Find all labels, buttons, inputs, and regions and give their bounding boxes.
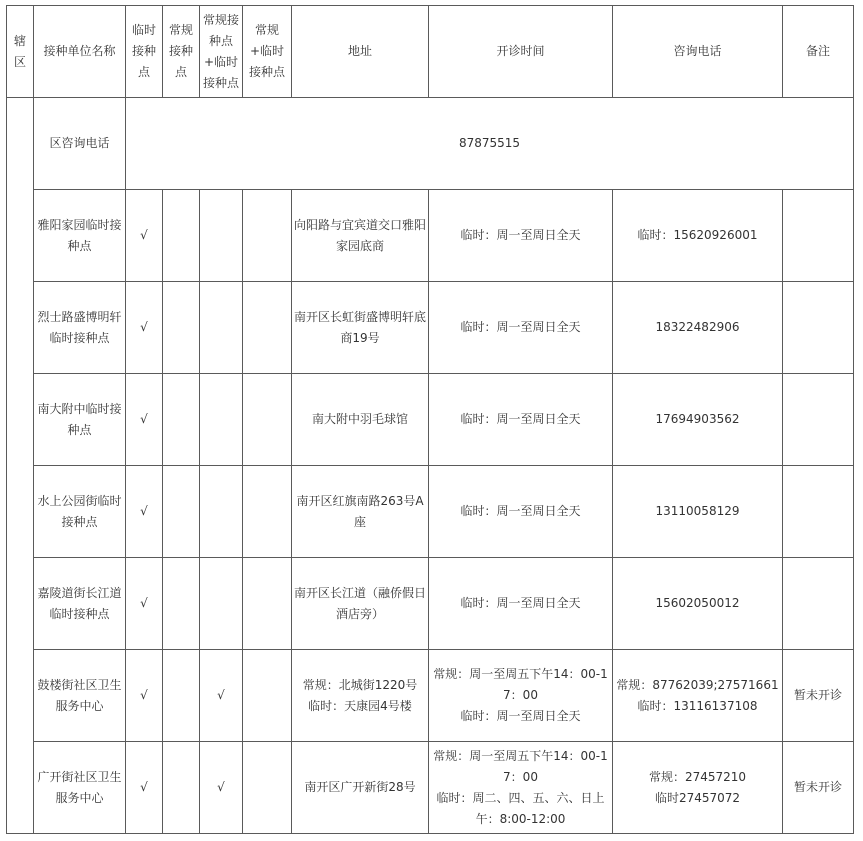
header-regular-plus-temp: 常规接种点+临时接种点 <box>200 6 243 98</box>
table-row <box>7 466 854 558</box>
address: 南大附中羽毛球馆 <box>292 374 429 466</box>
regular-check <box>163 374 200 466</box>
temp-check: √ <box>126 190 163 282</box>
table-row <box>7 282 854 374</box>
header-temp-site: 临时接种点 <box>126 6 163 98</box>
hours-line: 常规：周一至周五下午14：00-17：00 <box>433 667 608 702</box>
district-phone-label: 区咨询电话 <box>34 98 126 190</box>
note: 暂未开诊 <box>783 742 854 834</box>
regular-plus-temp-check <box>200 282 243 374</box>
regular-plus-temp-2-check <box>243 190 292 282</box>
note: 暂未开诊 <box>783 650 854 742</box>
temp-check: √ <box>126 650 163 742</box>
header-hours: 开诊时间 <box>429 6 613 98</box>
table-row <box>7 650 854 742</box>
address: 南开区长江道（融侨假日酒店旁） <box>292 558 429 650</box>
temp-check: √ <box>126 742 163 834</box>
hours <box>429 558 613 650</box>
hours <box>429 742 613 834</box>
unit-name: 南大附中临时接种点 <box>34 374 126 466</box>
address: 南开区广开新街28号 <box>292 742 429 834</box>
temp-check: √ <box>126 466 163 558</box>
phone-line: 临时：13116137108 <box>637 698 758 713</box>
phone <box>613 466 783 558</box>
note <box>783 558 854 650</box>
header-note: 备注 <box>783 6 854 98</box>
unit-name: 鼓楼街社区卫生服务中心 <box>34 650 126 742</box>
hours-line: 临时：周一至周日全天 <box>460 596 581 610</box>
table-row <box>7 742 854 834</box>
district-cell <box>7 98 34 834</box>
hours <box>429 650 613 742</box>
unit-name: 水上公园街临时接种点 <box>34 466 126 558</box>
regular-check <box>163 742 200 834</box>
header-district: 辖区 <box>7 6 34 98</box>
table-row <box>7 374 854 466</box>
regular-check <box>163 650 200 742</box>
header-address: 地址 <box>292 6 429 98</box>
regular-plus-temp-2-check <box>243 466 292 558</box>
note <box>783 374 854 466</box>
hours <box>429 190 613 282</box>
hours-line: 临时：周二、四、五、六、日上午：8:00-12:00 <box>436 790 605 826</box>
regular-plus-temp-check: √ <box>200 650 243 742</box>
phone-line: 常规：27457210 <box>648 769 747 784</box>
vaccination-sites-table <box>6 5 854 834</box>
district-phone-row <box>7 98 854 190</box>
phone-line: 17694903562 <box>655 412 740 426</box>
header-regular-plus-temp-2: 常规+临时接种点 <box>243 6 292 98</box>
regular-check <box>163 466 200 558</box>
phone <box>613 374 783 466</box>
phone-line: 常规：87762039;27571661 <box>616 677 779 692</box>
hours-line: 临时：周一至周日全天 <box>460 412 581 426</box>
address-line: 常规：北城街1220号 <box>302 677 418 692</box>
regular-plus-temp-2-check <box>243 374 292 466</box>
unit-name: 嘉陵道街长江道临时接种点 <box>34 558 126 650</box>
regular-plus-temp-check: √ <box>200 742 243 834</box>
regular-check <box>163 558 200 650</box>
unit-name: 雅阳家园临时接种点 <box>34 190 126 282</box>
address: 南开区红旗南路263号A座 <box>292 466 429 558</box>
phone <box>613 742 783 834</box>
header-row <box>7 6 854 98</box>
regular-plus-temp-check <box>200 190 243 282</box>
unit-name: 烈士路盛博明轩临时接种点 <box>34 282 126 374</box>
table-row <box>7 558 854 650</box>
district-phone-value: 87875515 <box>126 98 854 190</box>
phone-line: 15602050012 <box>655 596 740 610</box>
hours-line: 临时：周一至周日全天 <box>460 320 581 334</box>
temp-check: √ <box>126 374 163 466</box>
table-row <box>7 190 854 282</box>
temp-check: √ <box>126 558 163 650</box>
note <box>783 466 854 558</box>
address: 南开区长虹街盛博明轩底商19号 <box>292 282 429 374</box>
note <box>783 282 854 374</box>
unit-name: 广开街社区卫生服务中心 <box>34 742 126 834</box>
regular-check <box>163 190 200 282</box>
hours-line: 临时：周一至周日全天 <box>460 504 581 518</box>
regular-plus-temp-2-check <box>243 742 292 834</box>
regular-plus-temp-check <box>200 374 243 466</box>
phone <box>613 282 783 374</box>
address-line: 临时：天康园4号楼 <box>308 698 412 713</box>
temp-check: √ <box>126 282 163 374</box>
regular-plus-temp-2-check <box>243 650 292 742</box>
regular-plus-temp-2-check <box>243 558 292 650</box>
hours-line: 常规：周一至周五下午14：00-17：00 <box>433 748 608 784</box>
regular-check <box>163 282 200 374</box>
phone-line: 18322482906 <box>655 320 740 334</box>
address: 向阳路与宜宾道交口雅阳家园底商 <box>292 190 429 282</box>
note <box>783 190 854 282</box>
regular-plus-temp-check <box>200 466 243 558</box>
phone-line: 临时：15620926001 <box>637 228 758 242</box>
address <box>292 650 429 742</box>
regular-plus-temp-2-check <box>243 282 292 374</box>
header-phone: 咨询电话 <box>613 6 783 98</box>
phone-line: 13110058129 <box>655 504 740 518</box>
phone-line: 临时27457072 <box>654 790 741 805</box>
hours <box>429 466 613 558</box>
regular-plus-temp-check <box>200 558 243 650</box>
phone <box>613 650 783 742</box>
header-unit-name: 接种单位名称 <box>34 6 126 98</box>
phone <box>613 558 783 650</box>
phone <box>613 190 783 282</box>
header-regular-site: 常规接种点 <box>163 6 200 98</box>
hours <box>429 374 613 466</box>
hours <box>429 282 613 374</box>
hours-line: 临时：周一至周日全天 <box>460 709 581 723</box>
hours-line: 临时：周一至周日全天 <box>460 228 581 242</box>
